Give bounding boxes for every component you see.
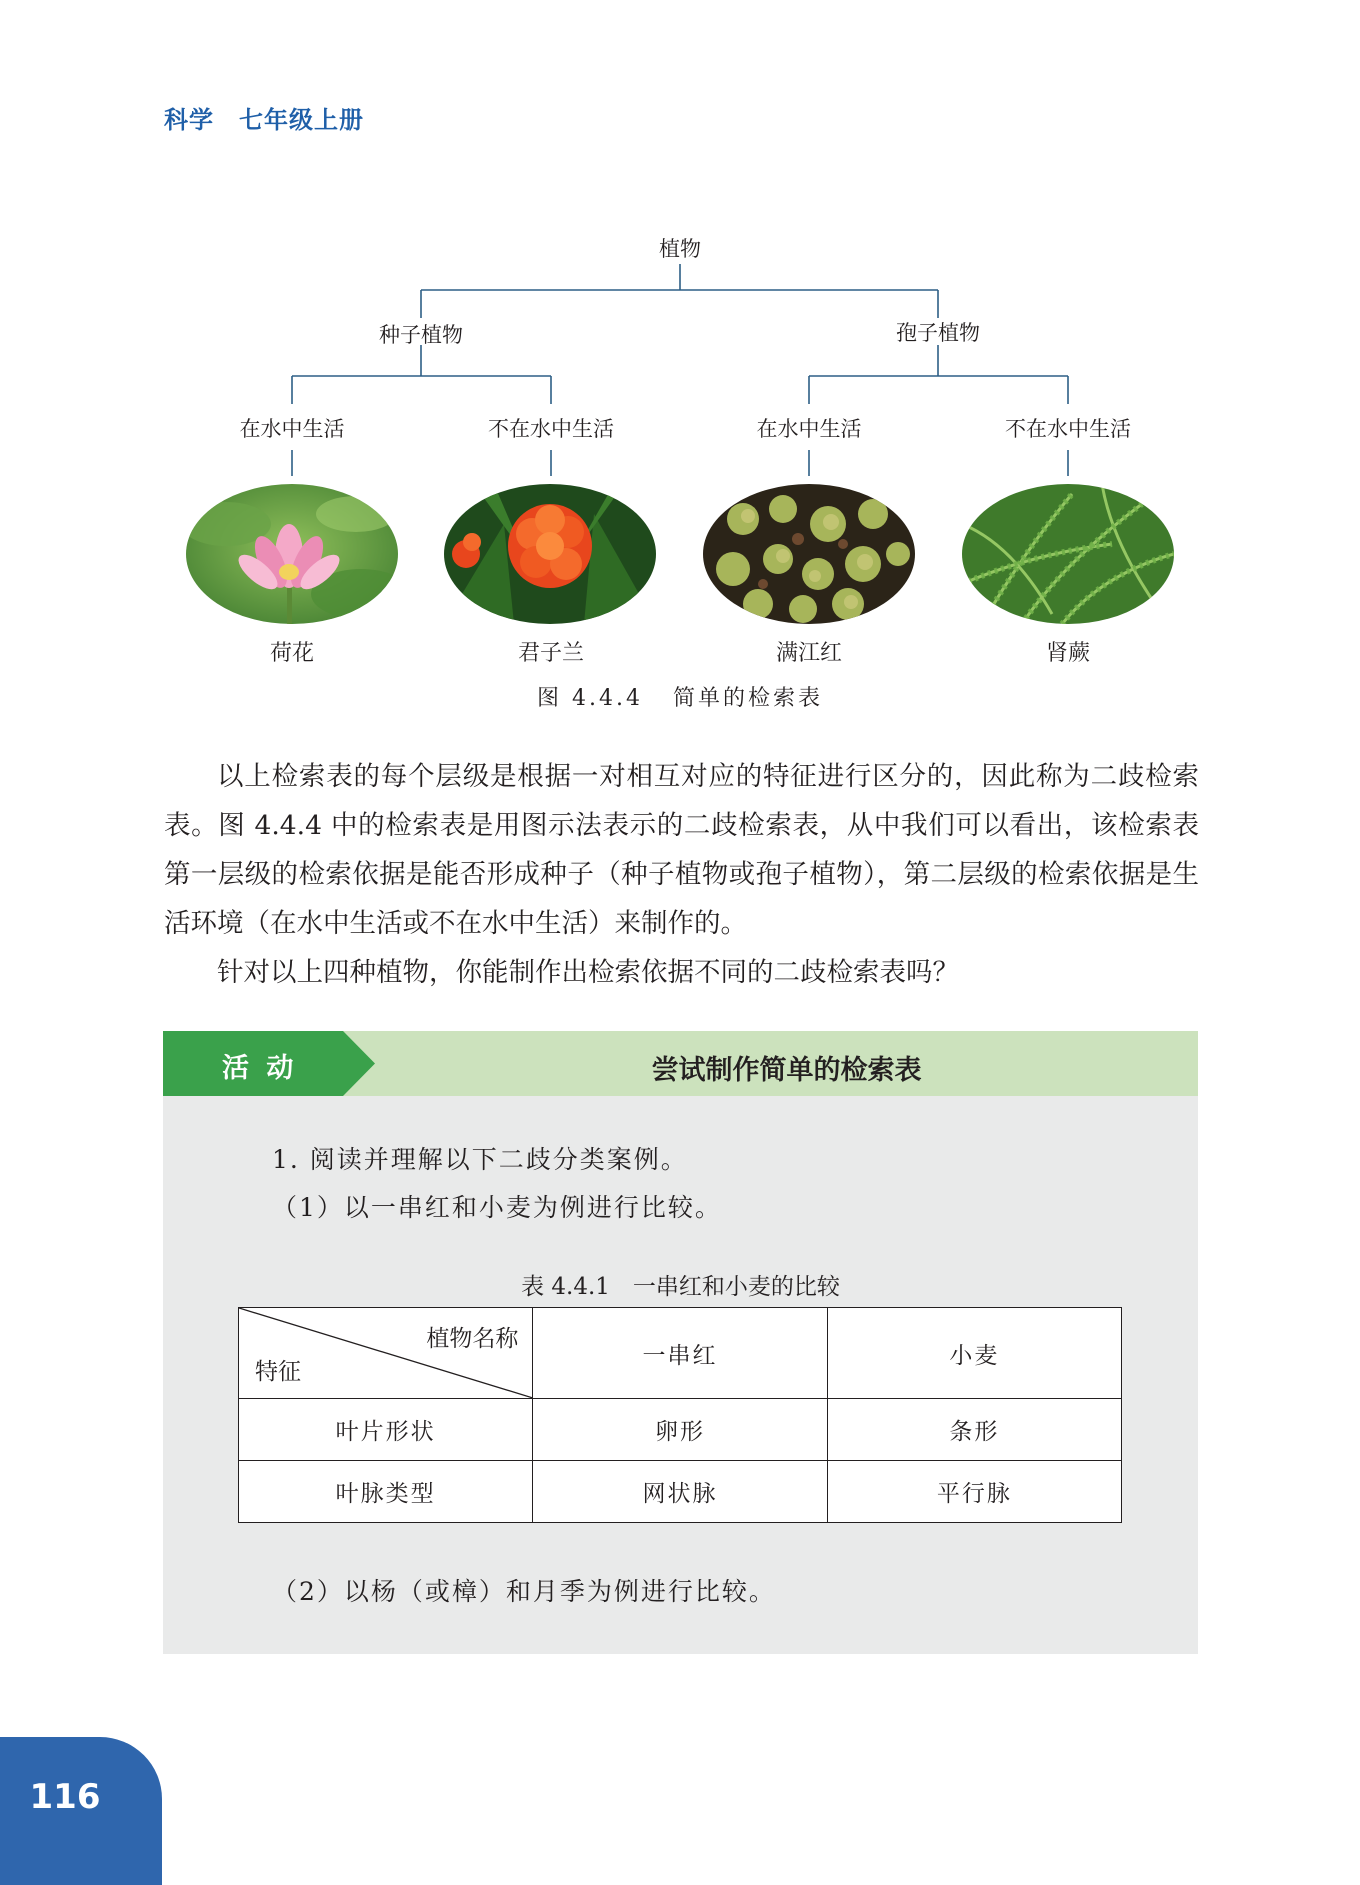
table-value-cell: 平行脉 [827,1461,1121,1523]
tree-spore-plants-label: 孢子植物 [896,321,980,345]
comparison-table [238,1307,1122,1523]
plant-name-fern: 肾蕨 [1045,641,1090,666]
table-value-cell: 网状脉 [533,1461,827,1523]
plant-name-clivia: 君子兰 [517,641,584,666]
page-header-title: 科学 七年级上册 [164,106,364,134]
table-corner-bottom-label: 特征 [255,1359,301,1385]
table-header-cell: 小麦 [827,1308,1121,1399]
figure-caption [0,681,1360,712]
table-feature-cell: 叶片形状 [239,1399,533,1461]
activity-step-1: 1. 阅读并理解以下二歧分类案例。 [272,1145,688,1174]
table-corner-top-label: 植物名称 [426,1326,519,1352]
fern-photo [962,484,1174,624]
table-header-cell: 一串红 [533,1308,827,1399]
clivia-photo [444,484,656,624]
activity-step-1-1: （1）以一串红和小麦为例进行比较。 [272,1193,722,1222]
table-corner-cell [239,1308,533,1399]
tree-spore-terrestrial-label: 不在水中生活 [1005,417,1131,441]
plant-name-azolla: 满江红 [775,641,842,666]
figure-caption-number: 图 4.4.4 [537,686,643,711]
body-text [164,752,1199,997]
figure-caption-text: 简单的检索表 [672,686,823,711]
tree-seed-terrestrial-label: 不在水中生活 [488,417,614,441]
table-row [239,1461,1122,1523]
table-feature-cell: 叶脉类型 [239,1461,533,1523]
table-caption: 表 4.4.1 一串红和小麦的比较 [521,1274,840,1300]
body-paragraph-1: 以上检索表的每个层级是根据一对相互对应的特征进行区分的，因此称为二歧检索表。图 4.4.4 中的检索表是用图示法表示的二歧检索表，从中我们可以看出，该检索表第一层级的检索依据是能否形成种子（种子植物或孢子植物），第二层级的检索依据是生活环境（在水中生活或不在水中生活）来制作的。 [164,761,1199,939]
lotus-photo [186,484,398,624]
activity-step-1-2: （2）以杨（或樟）和月季为例进行比较。 [272,1577,776,1606]
plant-name-lotus: 荷花 [269,641,314,666]
activity-tag-label: 活 动 [222,1053,298,1084]
body-paragraph-2: 针对以上四种植物，你能制作出检索依据不同的二歧检索表吗？ [217,957,959,988]
tree-spore-aquatic-label: 在水中生活 [756,417,862,441]
table-value-cell: 条形 [827,1399,1121,1461]
table-value-cell: 卵形 [533,1399,827,1461]
tree-seed-plants-label: 种子植物 [379,323,463,347]
activity-title: 尝试制作简单的检索表 [651,1055,922,1086]
page-number: 116 [29,1777,101,1817]
tree-seed-aquatic-label: 在水中生活 [239,417,345,441]
azolla-photo [703,484,915,624]
tree-root-label: 植物 [659,237,701,261]
table-row [239,1399,1122,1461]
